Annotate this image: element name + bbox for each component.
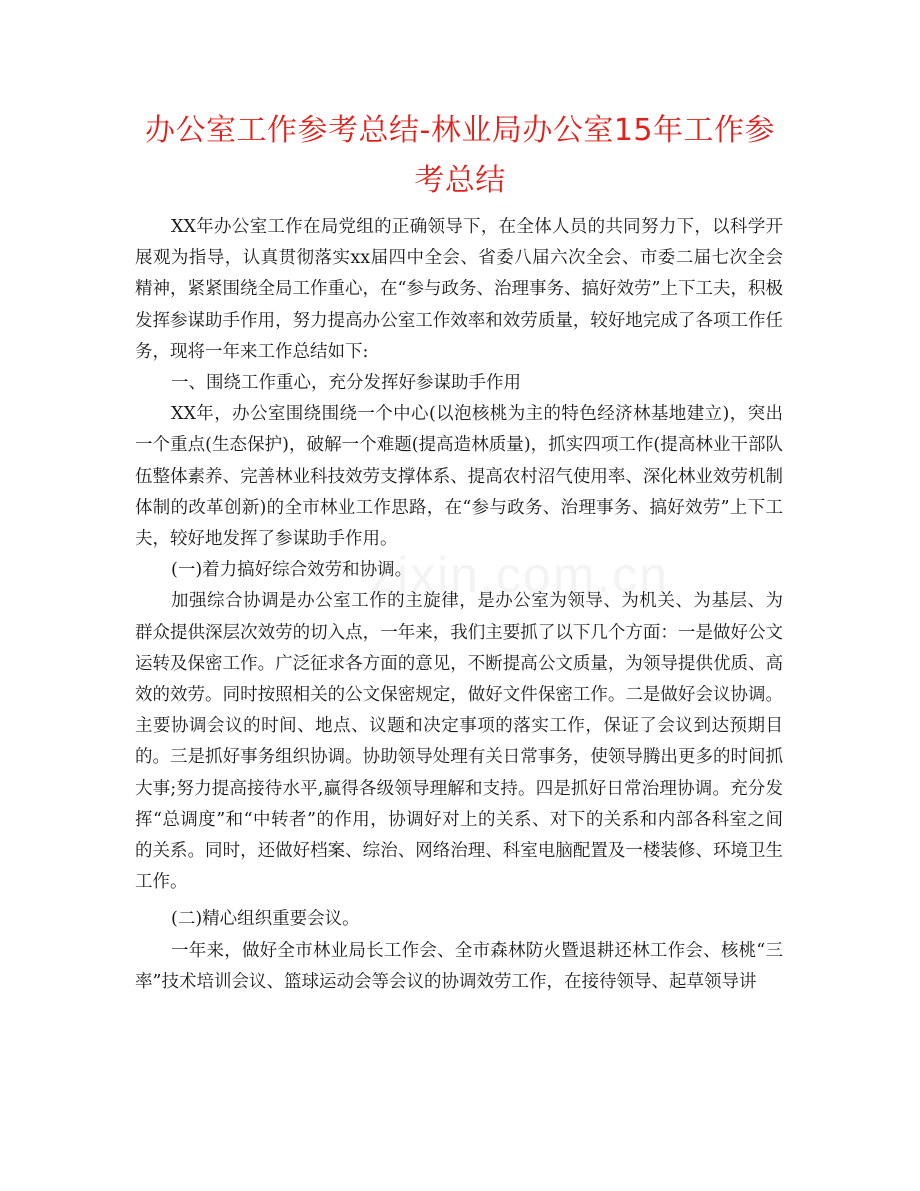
paragraph-subsection-2: 一年来，做好全市林业局长工作会、全市森林防火暨退耕还林工作会、核桃“三率”技术培训会议、篮球运动会等会议的协调效劳工作，在接待领导、起草领导讲 [135, 940, 783, 992]
document-body [135, 212, 783, 998]
paragraph-intro: XX年办公室工作在局党组的正确领导下，在全体人员的共同努力下，以科学开展观为指导，认真贯彻落实xx届四中全会、省委八届六次全会、市委二届七次全会精神，紧紧围绕全局工作重心，在“参与政务、治理事务、搞好效劳”上下工夫，积极发挥参谋助手作用，努力提高办公室工作效率和效劳质量，较好地完成了各项工作任务，现将一年来工作总结如下: [135, 217, 783, 362]
subsection-heading-2: (二)精心组织重要会议。 [171, 909, 360, 930]
section-heading-1: 一、围绕工作重心，充分发挥好参谋助手作用 [171, 373, 521, 394]
watermark-text: zixin.com.cn [370, 547, 670, 603]
subsection-heading-1: (一)着力搞好综合效劳和协调。 [171, 560, 413, 581]
paragraph-subsection-1: 加强综合协调是办公室工作的主旋律，是办公室为领导、为机关、为基层、为群众提供深层次效劳的切入点，一年来，我们主要抓了以下几个方面：一是做好公文运转及保密工作。广泛征求各方面的意见，不断提高公文质量，为领导提供优质、高效的效劳。同时按照相关的公文保密规定，做好文件保密工作。二是做好会议协调。主要协调会议的时间、地点、议题和决定事项的落实工作，保证了会议到达预期目的。三是抓好事务组织协调。协助领导处理有关日常事务，使领导腾出更多的时间抓大事;努力提高接待水平,赢得各级领导理解和支持。四是抓好日常治理协调。充分发挥“总调度”和“中转者”的作用，协调好对上的关系、对下的关系和内部各科室之间的关系。同时，还做好档案、综治、网络治理、科室电脑配置及一楼装修、环境卫生工作。 [135, 591, 783, 893]
paragraph-section-1: XX年，办公室围绕围绕一个中心(以泡核桃为主的特色经济林基地建立)，突出一个重点(生态保护)，破解一个难题(提高造林质量)，抓实四项工作(提高林业干部队伍整体素养、完善林业科技效劳支撑体系、提高农村沼气使用率、深化林业效劳机制体制的改革创新)的全市林业工作思路，在“参与政务、治理事务、搞好效劳”上下工夫，较好地发挥了参谋助手作用。 [135, 404, 783, 550]
document-title: 办公室工作参考总结-林业局办公室15年工作参考总结 [145, 113, 775, 198]
